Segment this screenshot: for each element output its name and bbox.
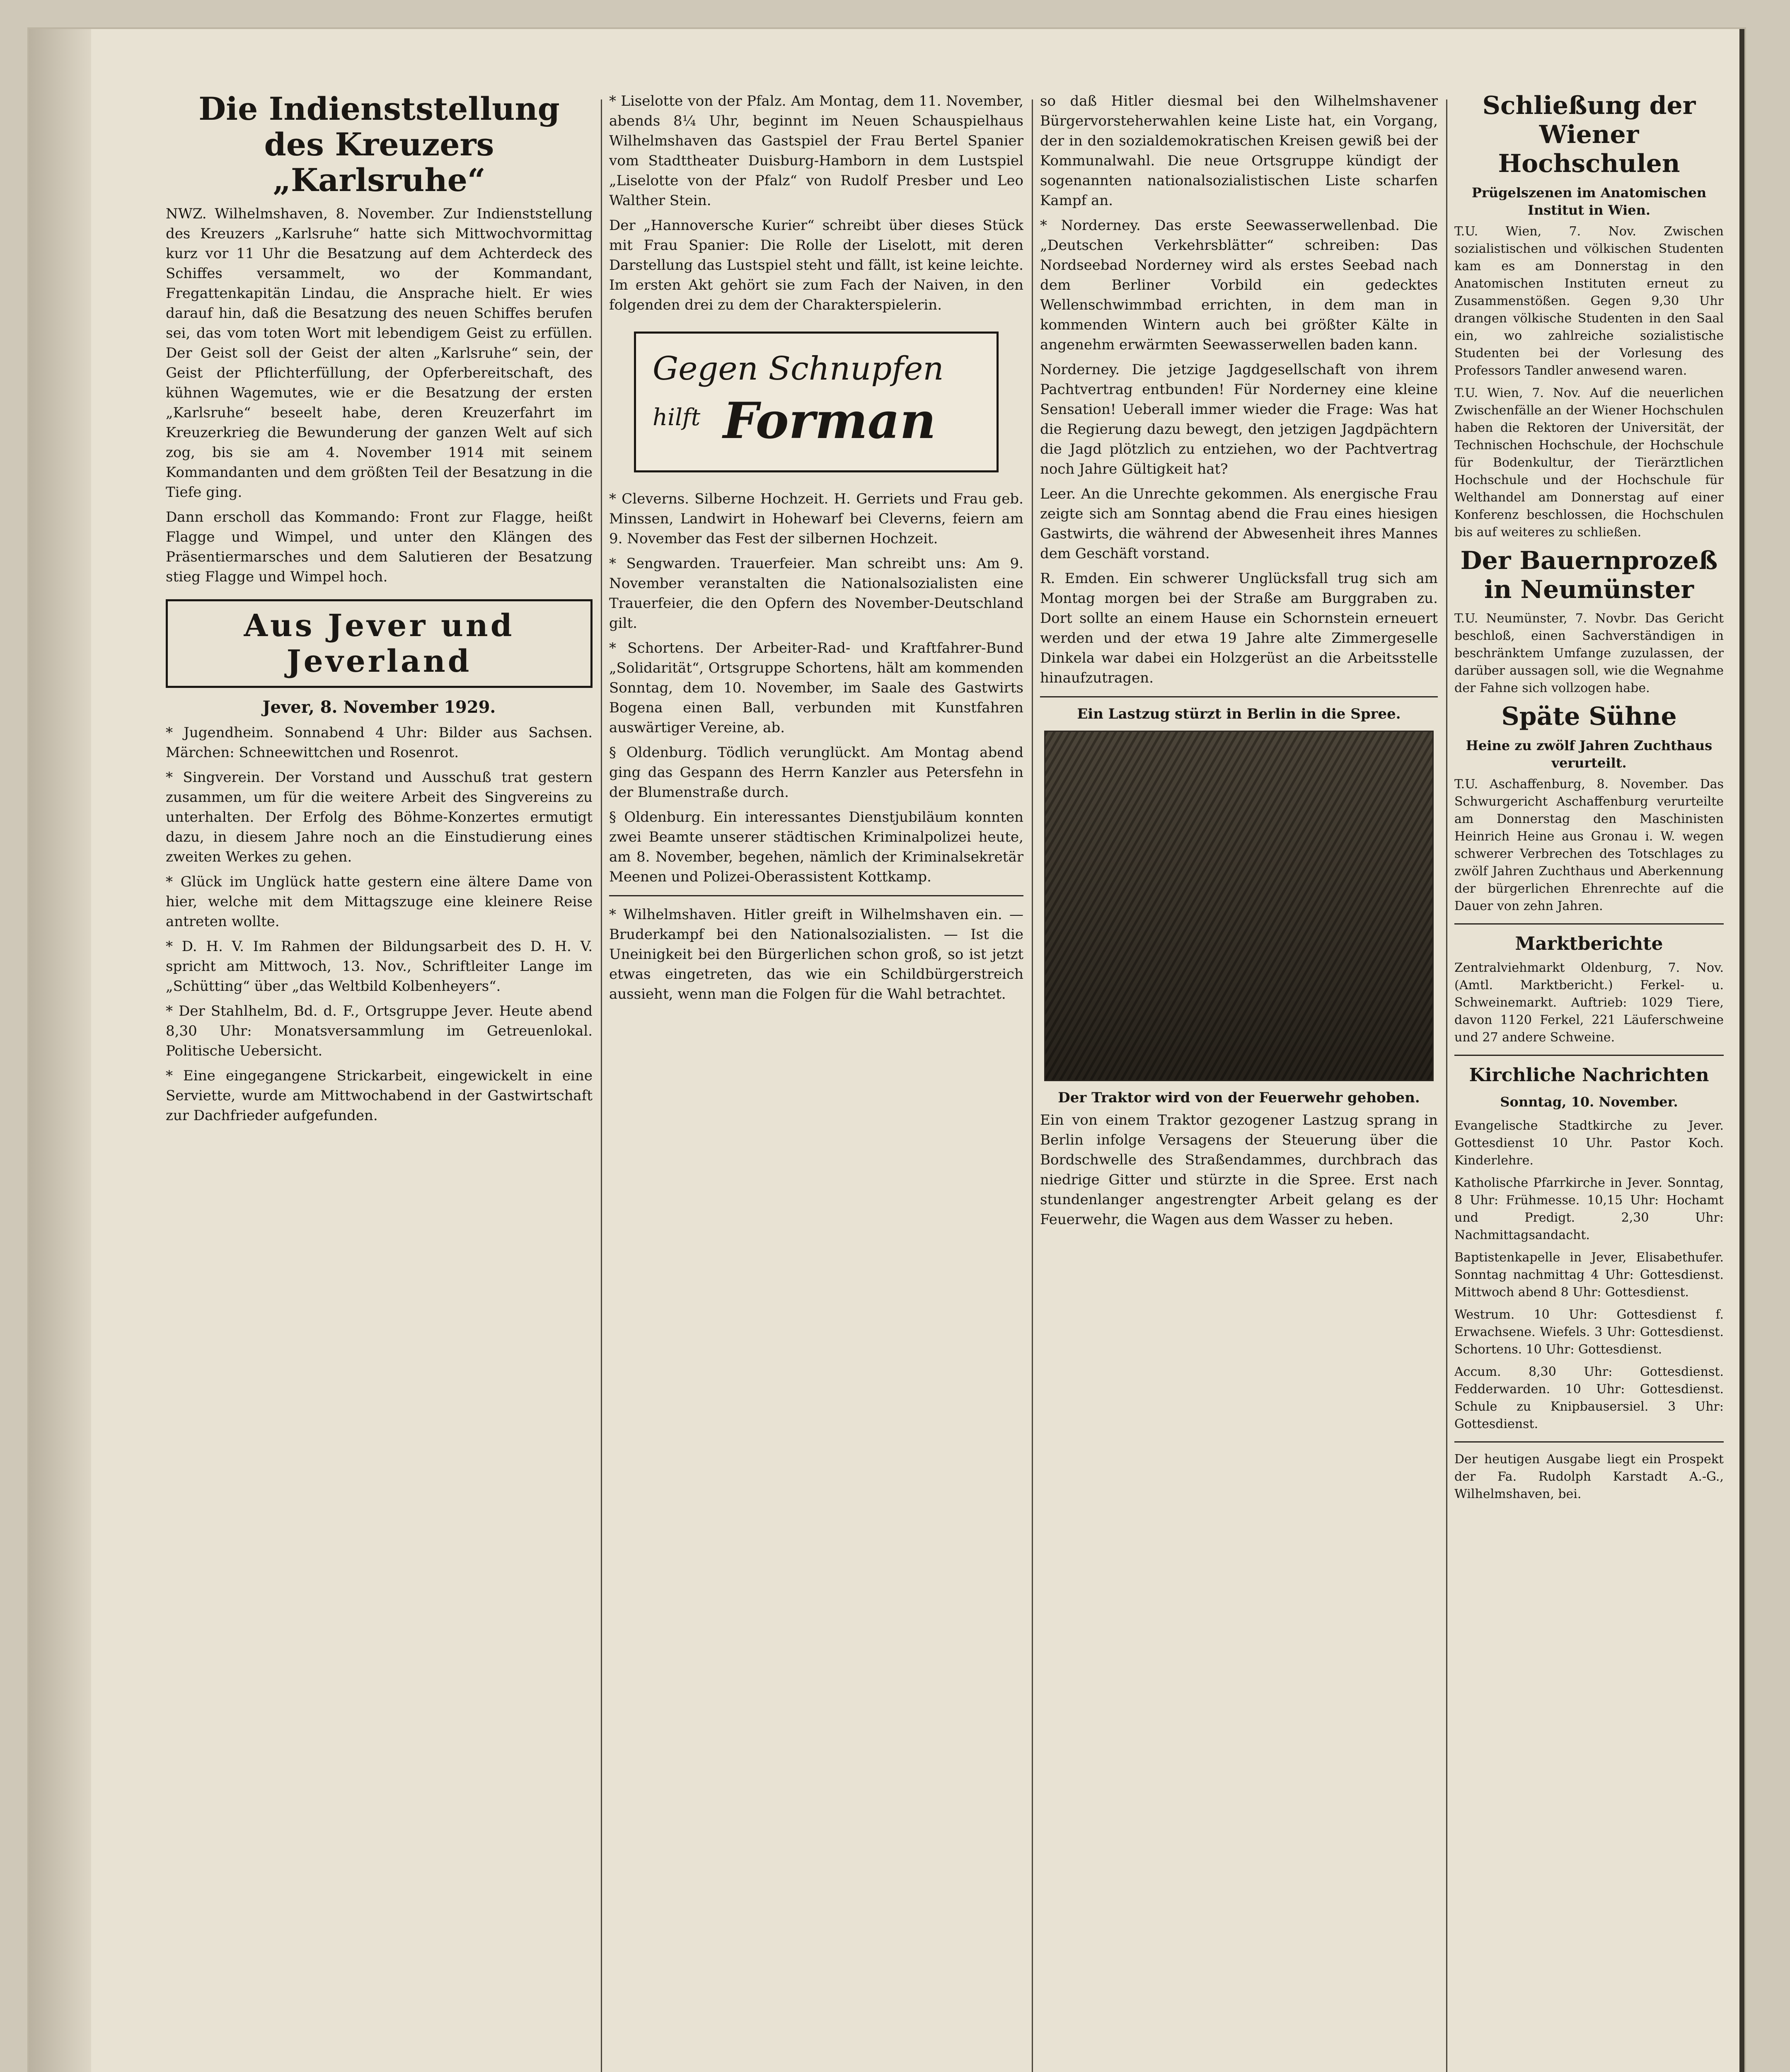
column-3 [1040,91,1438,2072]
article-text: NWZ. Wilhelmshaven, 8. November. Zur Indienststellung des Kreuzers „Karlsruhe“ hatte sich Mittwochvormittag kurz vor 11 Uhr die Besatzung auf dem Achterdeck des Schiffes versammelt, wo der Kommandant, Fregattenkapitän Lindau, die Ansprache hielt. Er wies darauf hin, daß die Besatzung des neuen Schiffes berufen sei, das vom toten Wort mit lebendigem Geist zu erfüllen. Der Geist soll der Geist der alten „Karlsruhe“ sein, der Geist der Pflichterfüllung, der Opferbereitschaft, des kühnen Wagemutes, wie er die Besatzung der ersten „Karlsruhe“ beseelt habe, deren Kreuzerfahrt im Kreuzerkrieg die Bewunderung der ganzen Welt auf sich zog, bis sie am 4. November 1914 mit seinem Kommandanten und dem größten Teil der Besatzung in die Tiefe ging. [166,206,593,501]
divider [1040,696,1438,697]
news-item: Zentralviehmarkt Oldenburg, 7. Nov. (Amtl. Marktbericht.) Ferkel- u. Schweinemarkt. Auftrieb: 1029 Tiere, davon 1120 Ferkel, 221 Läuferschweine und 27 andere Schweine. [1454,961,1724,1045]
news-item: Norderney. Die jetzige Jagdgesellschaft von ihrem Pachtvertrag entbunden! Für Norderney eine kleine Sensation! Ueberall immer wieder die Frage: Was hat die Regierung dazu bewegt, den jetzigen Jagdpächtern die Jagd plötzlich zu entziehen, wo der Pachtvertrag noch Jahre Gültigkeit hat? [1040,361,1438,477]
news-item: * Cleverns. Silberne Hochzeit. H. Gerriets und Frau geb. Minssen, Landwirt in Hohewarf bei Cleverns, feiern am 9. November das Fest der silbernen Hochzeit. [609,491,1023,547]
news-item: R. Emden. Ein schwerer Unglücksfall trug sich am Montag morgen bei der Straße am Burggraben zu. Dort sollte an einem Hause ein Schornstein erneuert werden und der etwa 19 Jahre alte Zimmergeselle Dinkela war dabei ein Holzgerüst an die Arbeitsstelle hinaufzutragen. [1040,570,1438,686]
ad-text: Gegen Schnupfen [653,350,944,387]
news-photo [1044,731,1434,1081]
column-rule [601,99,602,2072]
page-edge [1739,29,1744,2072]
photo-caption: Der Traktor wird von der Feuerwehr gehoben. [1058,1089,1420,1106]
news-item: * Liselotte von der Pfalz. Am Montag, dem 11. November, abends 8¼ Uhr, beginnt im Neuen Schauspielhaus Wilhelmshaven das Gastspiel der Frau Bertel Spanier vom Stadttheater Duisburg-Hamborn in dem Lustspiel „Liselotte von der Pfalz“ von Rudolf Presber und Leo Walther Stein. [609,93,1023,209]
news-item: Ein von einem Traktor gezogener Lastzug sprang in Berlin infolge Versagens der Steuerung über die Bordschwelle des Straßendammes, durchbrach das niedrige Gitter und stürzte in die Spree. Erst nach stundenlanger angestrengter Arbeit gelang es der Feuerwehr, die Wagen aus dem Wasser zu heben. [1040,1112,1438,1228]
news-item: T.U. Aschaffenburg, 8. November. Das Schwurgericht Aschaffenburg verurteilte am Donnerstag den Maschinisten Heinrich Heine aus Gronau i. W. wegen schwerer Verbrechen des Totschlages zu zwölf Jahren Zuchthaus und Aberkennung der bürgerlichen Ehrenrechte auf die Dauer von zehn Jahren. [1454,777,1724,913]
news-item: * Glück im Unglück hatte gestern eine ältere Dame von hier, welche mit dem Mittagszuge eine kleinere Reise antreten wollte. [166,874,593,930]
church-notice: Katholische Pfarrkirche in Jever. Sonntag, 8 Uhr: Frühmesse. 10,15 Uhr: Hochamt und Predigt. 2,30 Uhr: Nachmittagsandacht. [1454,1176,1724,1242]
divider [1454,1055,1724,1056]
news-item: * Eine eingegangene Strickarbeit, eingewickelt in eine Serviette, wurde am Mittwochabend in der Gastwirtschaft zur Dachfrieder aufgefunden. [166,1067,593,1124]
advertisement-forman [634,332,999,472]
column-rule [1032,99,1033,2072]
article-title-neumuenster: Der Bauernprozeß in Neumünster [1460,546,1718,604]
news-item: * Der Stahlhelm, Bd. d. F., Ortsgruppe Jever. Heute abend 8,30 Uhr: Monatsversammlung im Getreuenlokal. Politische Uebersicht. [166,1003,593,1059]
news-item: T.U. Neumünster, 7. Novbr. Das Gericht beschloß, einen Sachverständigen in beschränktem Umfange zuzulassen, der darüber aussagen soll, wie die Wegnahme der Fahne sich vollzogen habe. [1454,611,1724,695]
article-text: Dann erscholl das Kommando: Front zur Flagge, heißt Flagge und Wimpel, und unter den Klängen des Präsentiermarsches und dem Salutieren der Besatzung stieg Flagge und Wimpel hoch. [166,509,593,585]
photo-title: Ein Lastzug stürzt in Berlin in die Spree. [1077,706,1401,722]
church-notice: Accum. 8,30 Uhr: Gottesdienst. Fedderwarden. 10 Uhr: Gottesdienst. Schule zu Knipbausersiel. 3 Uhr: Gottesdienst. [1454,1365,1724,1431]
newspaper-page [29,29,1744,2072]
church-notice: Baptistenkapelle in Jever, Elisabethufer. Sonntag nachmittag 4 Uhr: Gottesdienst. Mittwoch abend 8 Uhr: Gottesdienst. [1454,1250,1724,1300]
news-item: * Schortens. Der Arbeiter-Rad- und Kraftfahrer-Bund „Solidarität“, Ortsgruppe Schortens, hält am kommenden Sonntag, dem 10. November, im Saale des Gastwirts Bogena einen Ball, verbunden mit Kunstfahren auswärtiger Vereine, ab. [609,640,1023,736]
column-2 [609,91,1023,2072]
news-item: * Singverein. Der Vorstand und Ausschuß trat gestern zusammen, um für die weitere Arbeit des Singvereins zu unterhalten. Der Erfolg des Böhme-Konzertes ermutigt dazu, in diesem Jahre noch an die Einstudierung eines zweiten Werkes zu gehen. [166,769,593,865]
dateline: Jever, 8. November 1929. [262,697,496,717]
church-notice: Evangelische Stadtkirche zu Jever. Gottesdienst 10 Uhr. Pastor Koch. Kinderlehre. [1454,1118,1724,1168]
article-title-suehne: Späte Sühne [1501,702,1677,731]
ad-brand: Forman [723,392,936,450]
news-item: T.U. Wien, 7. Nov. Zwischen sozialistischen und völkischen Studenten kam es am Donnerstag in den Anatomischen Instituten erneut zu Zusammenstößen. Gegen 9,30 Uhr drangen völkische Studenten in den Saal ein, wo zahlreiche sozialistische Studenten bei der Vorlesung des Professors Tandler anwesend waren. [1454,224,1724,378]
divider [1454,1441,1724,1443]
section-header-markt: Marktberichte [1515,933,1663,954]
news-item: T.U. Wien, 7. Nov. Auf die neuerlichen Zwischenfälle an der Wiener Hochschulen haben die Rektoren der Universität, der Technischen Hochschule, der Hochschule für Bodenkultur, der Tierärztlichen Hochschule und der Hochschule für Welthandel am Donnerstag auf einer Konferenz beschlossen, die Hochschulen bis auf weiteres zu schließen. [1454,386,1724,540]
article-subtitle: Heine zu zwölf Jahren Zuchthaus verurteilt. [1466,738,1713,771]
ad-text: hilft [653,404,701,431]
divider [1454,923,1724,925]
article-subtitle: Prügelszenen im Anatomischen Institut in Wien. [1471,185,1707,218]
news-item: so daß Hitler diesmal bei den Wilhelmshavener Bürgervorsteherwahlen keine Liste hat, ein Vorgang, der in den sozialdemokratischen Kreisen gewiß bei der Kommunalwahl. Die neue Ortsgruppe kündigt der sogenannten nationalsozialistischen Liste scharfen Kampf an. [1040,93,1438,209]
column-4 [1454,91,1724,2072]
column-1 [166,91,593,2072]
article-title-wien: Schließung der Wiener Hochschulen [1482,91,1696,178]
date-line: Sonntag, 10. November. [1500,1094,1678,1110]
section-header-kirche: Kirchliche Nachrichten [1469,1065,1709,1086]
news-item: * D. H. V. Im Rahmen der Bildungsarbeit des D. H. V. spricht am Mittwoch, 13. Nov., Schriftleiter Lange im „Schütting“ über „das Weltbild Kolbenheyers“. [166,938,593,995]
news-item: * Norderney. Das erste Seewasserwellenbad. Die „Deutschen Verkehrsblätter“ schreiben: Das Nordseebad Norderney wird als erstes Seebad nach dem Berliner Vorbild ein gedecktes Wellenschwimmbad errichten, in dem man in kommenden Wintern auch bei größter Kälte in angenehm erwärmten Seewasserwellen baden kann. [1040,217,1438,353]
news-item: Leer. An die Unrechte gekommen. Als energische Frau zeigte sich am Sonntag abend die Frau eines hiesigen Gastwirts, die während der Abwesenheit ihres Mannes dem Geschäft vorstand. [1040,486,1438,562]
news-item: § Oldenburg. Tödlich verunglückt. Am Montag abend ging das Gespann des Herrn Kanzler aus Petersfehn in der Blumenstraße durch. [609,744,1023,801]
section-header-jever: Aus Jever und Jeverland [166,599,593,688]
article-title-karlsruhe: Die Indienststellung des Kreuzers „Karlsruhe“ [198,91,560,198]
column-rule [1446,99,1447,2072]
news-item: Der „Hannoversche Kurier“ schreibt über dieses Stück mit Frau Spanier: Die Rolle der Liselott, mit deren Darstellung das Lustspiel steht und fällt, ist keine leichte. Im ersten Akt gehört sie zum Fach der Naiven, in den folgenden drei zu dem der Charakterspielerin. [609,217,1023,313]
church-notice: Westrum. 10 Uhr: Gottesdienst f. Erwachsene. Wiefels. 3 Uhr: Gottesdienst. Schortens. 10 Uhr: Gottesdienst. [1454,1307,1724,1357]
page-binding [29,29,91,2072]
insert-notice: Der heutigen Ausgabe liegt ein Prospekt der Fa. Rudolph Karstadt A.-G., Wilhelmshaven, bei. [1454,1452,1724,1501]
news-item: § Oldenburg. Ein interessantes Dienstjubiläum konnten zwei Beamte unserer städtischen Kriminalpolizei heute, am 8. November, begehen, nämlich der Kriminalsekretär Meenen und Polizei-Oberassistent Kottkamp. [609,809,1023,885]
news-item: * Jugendheim. Sonnabend 4 Uhr: Bilder aus Sachsen. Märchen: Schneewittchen und Rosenrot. [166,724,593,761]
divider [609,895,1023,896]
news-item: * Sengwarden. Trauerfeier. Man schreibt uns: Am 9. November veranstalten die Nationalsozialisten eine Trauerfeier, die den Opfern des November-Deutschland gilt. [609,555,1023,632]
news-item: * Wilhelmshaven. Hitler greift in Wilhelmshaven ein. — Bruderkampf bei den Nationalsozialisten. — Ist die Uneinigkeit bei den Bürgerlichen schon groß, so ist jetzt etwas eingetreten, das wie ein Schildbürgerstreich aussieht, wenn man die Folgen für die Wahl betrachtet. [609,906,1023,1002]
